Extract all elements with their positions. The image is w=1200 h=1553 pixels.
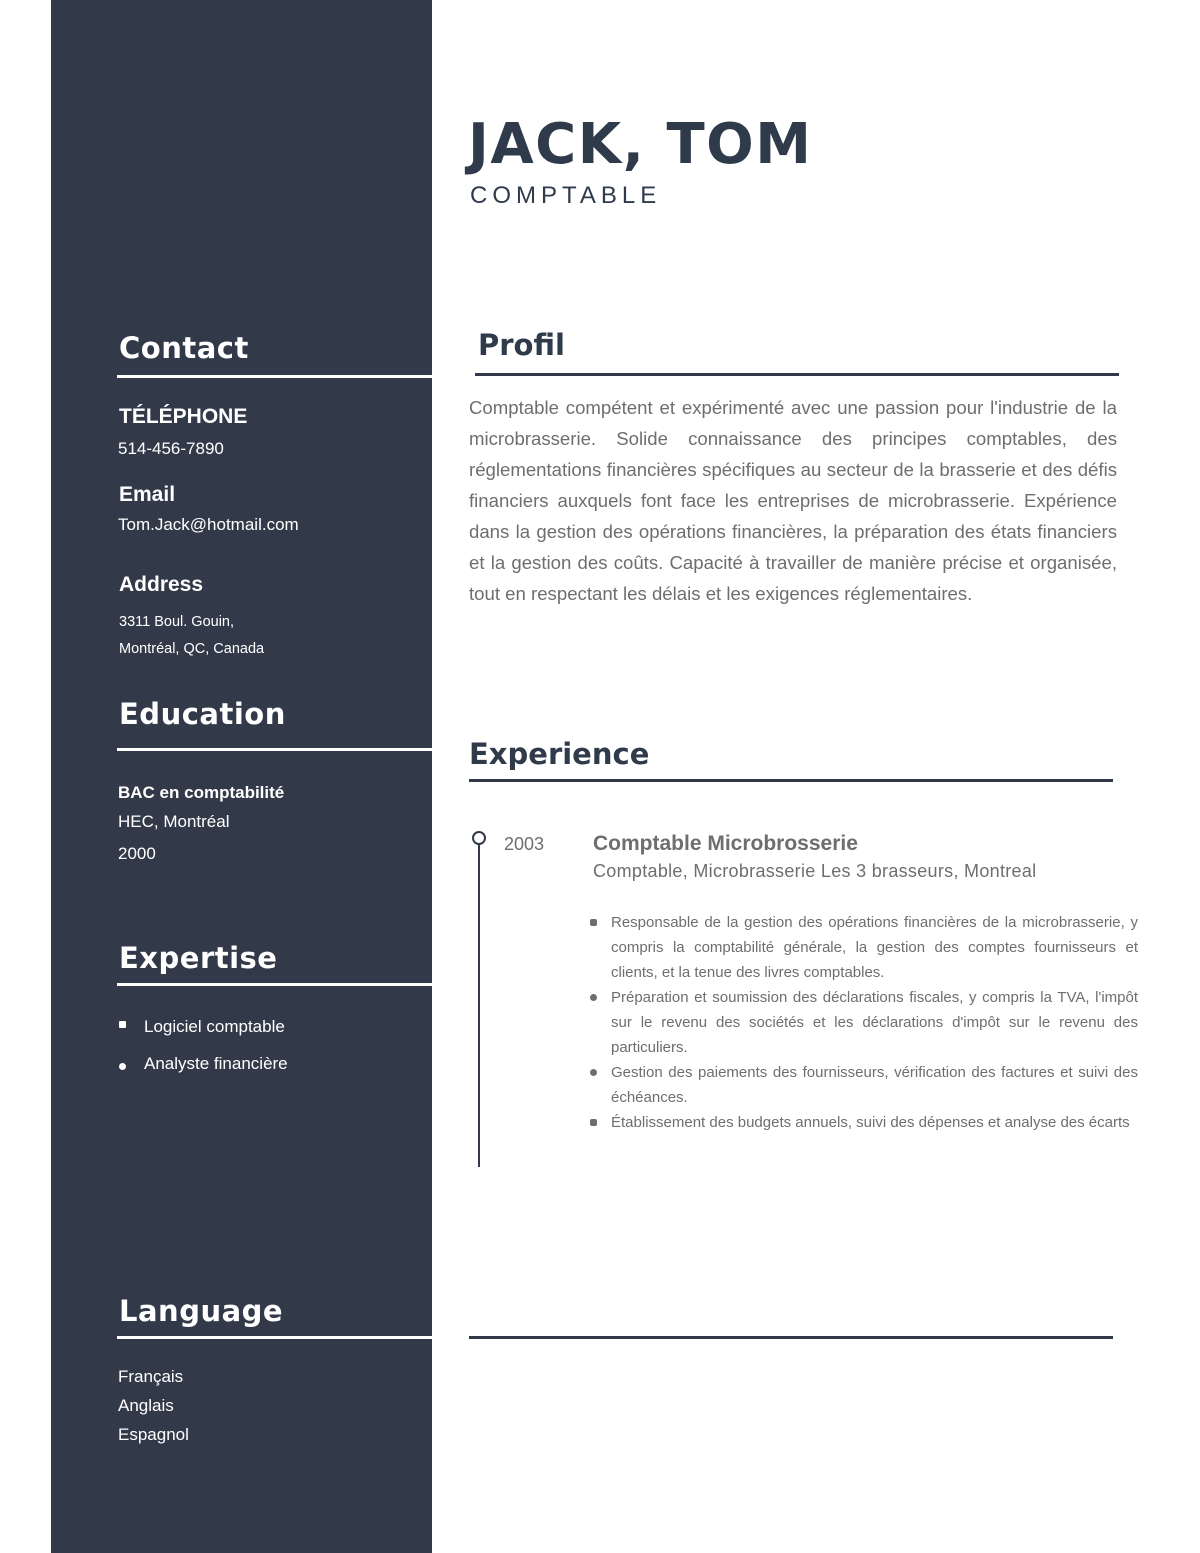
- bullet-icon: [590, 1069, 597, 1076]
- bullet-icon: [590, 919, 597, 926]
- education-divider: [117, 748, 432, 751]
- expertise-bullet: [119, 1063, 126, 1070]
- address-line-1: 3311 Boul. Gouin,: [119, 614, 235, 630]
- duty-text: Établissement des budgets annuels, suivi des dépenses et analyse des écarts: [611, 1114, 1130, 1131]
- education-heading: Education: [119, 697, 286, 731]
- bottom-divider: [469, 1336, 1113, 1339]
- duty-item: [611, 1060, 1138, 1110]
- job-year: 2003: [504, 834, 545, 854]
- experience-heading: Experience: [469, 737, 650, 771]
- timeline-marker: [472, 831, 486, 845]
- language-item: Anglais: [118, 1396, 174, 1415]
- address-line-2: Montréal, QC, Canada: [119, 641, 265, 657]
- phone-number: 514-456-7890: [118, 439, 224, 458]
- expertise-bullet: [119, 1021, 126, 1028]
- education-school: HEC, Montréal: [118, 812, 230, 831]
- expertise-divider: [117, 983, 432, 986]
- bullet-icon: [590, 994, 597, 1001]
- language-item: Français: [118, 1367, 184, 1386]
- duty-text: Gestion des paiements des fournisseurs, vérification des factures et suivi des échéances.: [611, 1064, 1138, 1106]
- expertise-item: Logiciel comptable: [144, 1017, 285, 1036]
- candidate-title: COMPTABLE: [470, 182, 662, 209]
- address-label: Address: [119, 573, 204, 596]
- language-divider: [117, 1336, 432, 1339]
- expertise-heading: Expertise: [119, 941, 278, 975]
- profile-heading: Profil: [478, 328, 565, 362]
- phone-label: TÉLÉPHONE: [119, 405, 248, 428]
- job-duties: [611, 910, 1138, 1135]
- job-title: Comptable Microbrosserie: [593, 832, 858, 855]
- profile-divider: [475, 373, 1119, 376]
- duty-item: [611, 985, 1138, 1060]
- duty-text: Préparation et soumission des déclarations fiscales, y compris la TVA, l'impôt sur le revenu des sociétés et les déclarations d'impôt sur le revenu des particuliers.: [611, 989, 1138, 1056]
- contact-divider: [117, 375, 432, 378]
- language-heading: Language: [119, 1294, 284, 1328]
- profile-text: Comptable compétent et expérimenté avec une passion pour l'industrie de la microbrasserie. Solide connaissance des principes comptables, des réglementations financières spécifiques au secteur de la brasserie et des défis financiers auxquels font face les entreprises de microbrasserie. Expérience dans la gestion des opérations financières, la préparation des états financiers et la gestion des coûts. Capacité à travailler de manière précise et organisée, tout en respectant les délais et les exigences réglementaires.: [469, 397, 1117, 604]
- language-item: Espagnol: [118, 1425, 189, 1444]
- email-label: Email: [119, 483, 176, 506]
- education-year: 2000: [118, 844, 156, 863]
- experience-divider: [469, 779, 1113, 782]
- duty-item: [611, 1110, 1138, 1135]
- education-degree: BAC en comptabilité: [118, 783, 285, 802]
- contact-heading: Contact: [119, 331, 249, 365]
- candidate-name: JACK, TOM: [468, 112, 813, 177]
- duty-item: [611, 910, 1138, 985]
- timeline-line: [478, 844, 480, 1167]
- bullet-icon: [590, 1119, 597, 1126]
- job-subtitle: Comptable, Microbrasserie Les 3 brasseurs, Montreal: [593, 861, 1037, 881]
- email-address: Tom.Jack@hotmail.com: [118, 515, 299, 534]
- duty-text: Responsable de la gestion des opérations financières de la microbrasserie, y compris la comptabilité générale, la gestion des comptes fournisseurs et clients, et la tenue des livres comptables.: [611, 914, 1138, 981]
- expertise-item: Analyste financière: [144, 1054, 288, 1073]
